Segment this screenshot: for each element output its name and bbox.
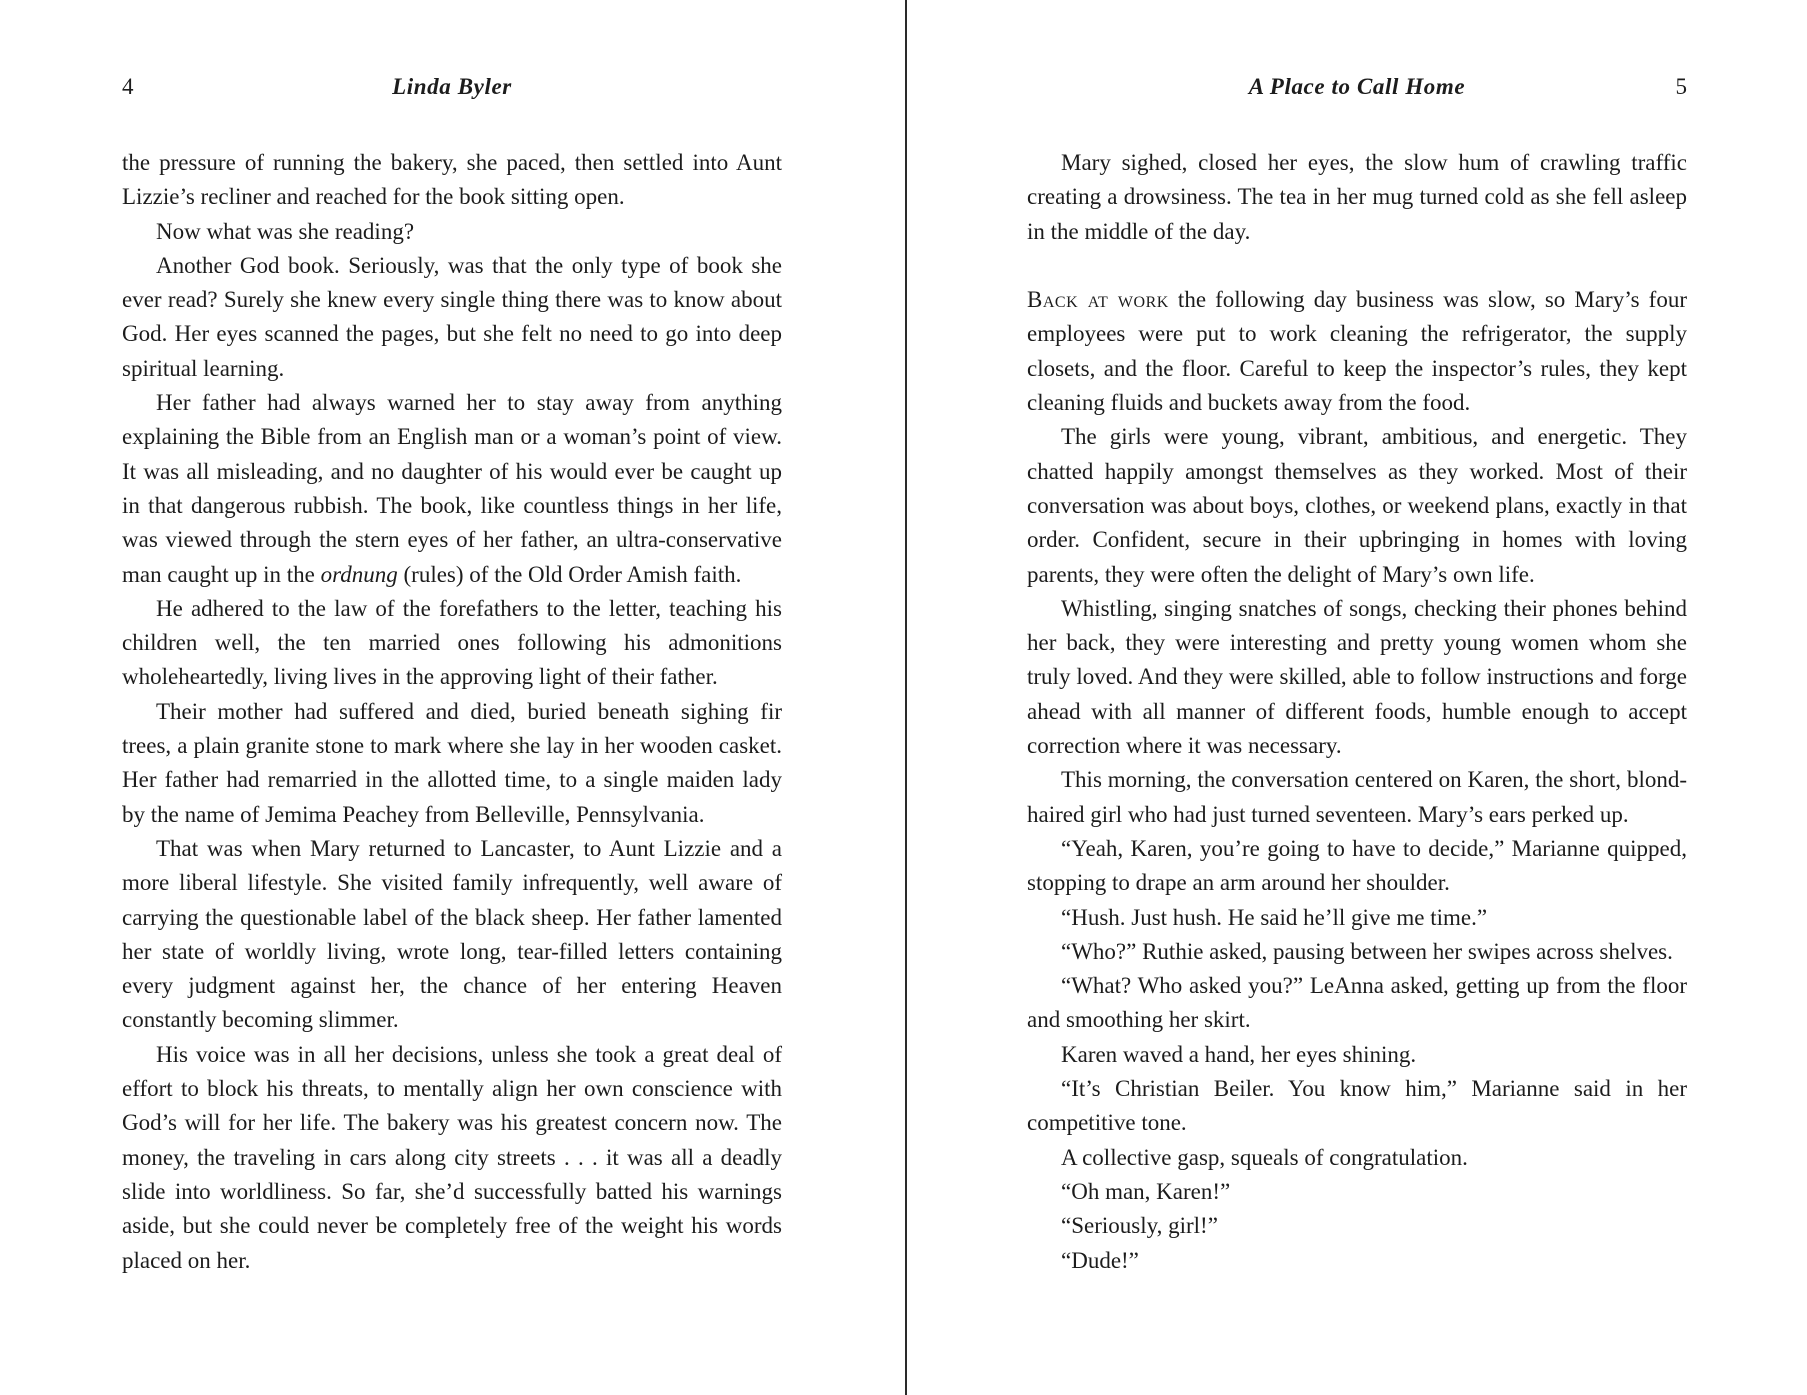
- paragraph: A collective gasp, squeals of congratulation.: [1061, 1144, 1468, 1170]
- small-caps-lead-in: Back at work: [1027, 287, 1169, 313]
- paragraph: Their mother had suffered and died, buried beneath sighing fir trees, a plain granite stone to mark where she lay in her wooden casket. Her father had remarried in the allotted time, to a single maiden lady by the name of Jemima Peachey from Belleville, Pennsylvania.: [122, 698, 782, 827]
- paragraph: Now what was she reading?: [156, 218, 415, 244]
- paragraph: “What? Who asked you?” LeAnna asked, getting up from the floor and smoothing her skirt.: [1027, 973, 1687, 1033]
- left-page-number: 4: [122, 74, 134, 99]
- right-page-number: 5: [1675, 74, 1687, 99]
- paragraph: the pressure of running the bakery, she paced, then settled into Aunt Lizzie’s recliner and reached for the book sitting open.: [122, 150, 782, 210]
- book-gutter-divider: [905, 0, 907, 1395]
- left-page-body: [122, 146, 782, 1278]
- right-running-head-book-title: A Place to Call Home: [1248, 74, 1466, 99]
- left-running-head-author: Linda Byler: [392, 74, 512, 99]
- paragraph-text: the following day business was slow, so Mary’s four employees were put to work cleaning the refrigerator, the supply closets, and the floor. Careful to keep the inspector’s rules, they kept cleaning fluids and buckets away from the food.: [1027, 287, 1688, 416]
- paragraph: His voice was in all her decisions, unless she took a great deal of effort to block his threats, to mentally align her own conscience with God’s will for her life. The bakery was his greatest concern now. The money, the traveling in cars along city streets . . . it was all a deadly slide into worldliness. So far, she’d successfully batted his warnings aside, but she could never be completely free of the weight his words placed on her.: [122, 1041, 782, 1273]
- paragraph: Karen waved a hand, her eyes shining.: [1061, 1041, 1417, 1067]
- paragraph: “Yeah, Karen, you’re going to have to decide,” Marianne quipped, stopping to drape an arm around her shoulder.: [1027, 835, 1687, 896]
- paragraph: That was when Mary returned to Lancaster, to Aunt Lizzie and a more liberal lifestyle. She visited family infrequently, well aware of carrying the questionable label of the black sheep. Her father lamented her state of worldly living, wrote long, tear-filled letters containing every judgment against her, the chance of her entering Heaven constantly becoming slimmer.: [122, 835, 782, 1033]
- paragraph: Another God book. Seriously, was that the only type of book she ever read? Surely she knew every single thing there was to know about God. Her eyes scanned the pages, but she felt no need to go into deep spiritual learning.: [122, 252, 782, 381]
- paragraph: “Hush. Just hush. He said he’ll give me time.”: [1061, 904, 1488, 930]
- paragraph: This morning, the conversation centered on Karen, the short, blond-haired girl who had just turned seventeen. Mary’s ears perked up.: [1027, 767, 1687, 827]
- paragraph: “Oh man, Karen!”: [1061, 1178, 1231, 1204]
- right-page-body: [1027, 146, 1687, 1278]
- paragraph: “It’s Christian Beiler. You know him,” Marianne said in her competitive tone.: [1027, 1076, 1687, 1136]
- paragraph: He adhered to the law of the forefathers to the letter, teaching his children well, the ten married ones following his admonitions wholeheartedly, living lives in the approving light of their father.: [122, 595, 782, 690]
- paragraph: The girls were young, vibrant, ambitious, and energetic. They chatted happily amongst themselves as they worked. Most of their conversation was about boys, clothes, or weekend plans, exactly in that order. Confident, secure in their upbringing in homes with loving parents, they were often the delight of Mary’s own life.: [1027, 424, 1687, 587]
- paragraph: [122, 386, 782, 592]
- paragraph: “Who?” Ruthie asked, pausing between her swipes across shelves.: [1061, 938, 1673, 964]
- left-running-header: [122, 70, 782, 104]
- paragraph: Whistling, singing snatches of songs, checking their phones behind her back, they were interesting and pretty young women whom she truly loved. And they were skilled, able to follow instructions and forge ahead with all manner of different foods, humble enough to accept correction where it was necessary.: [1027, 595, 1687, 759]
- left-page: [122, 0, 782, 1395]
- paragraph-text: Her father had always warned her to stay away from anything explaining the Bible from an English man or a woman’s point of view. It was all misleading, and no daughter of his would ever be caught up in that dangerous rubbish. The book, like countless things in her life, was viewed through the stern eyes of her father, an ultra-conservative man caught up in the: [122, 390, 782, 587]
- paragraph: “Seriously, girl!”: [1061, 1213, 1218, 1239]
- right-page: [1027, 0, 1687, 1395]
- right-running-header: [1027, 70, 1687, 104]
- italic-term: ordnung: [320, 561, 398, 587]
- paragraph-text: (rules) of the Old Order Amish faith.: [397, 561, 742, 587]
- paragraph: “Dude!”: [1061, 1247, 1139, 1273]
- paragraph: Mary sighed, closed her eyes, the slow hum of crawling traffic creating a drowsiness. The tea in her mug turned cold as she fell asleep in the middle of the day.: [1027, 150, 1687, 244]
- section-break-paragraph: [1027, 283, 1687, 420]
